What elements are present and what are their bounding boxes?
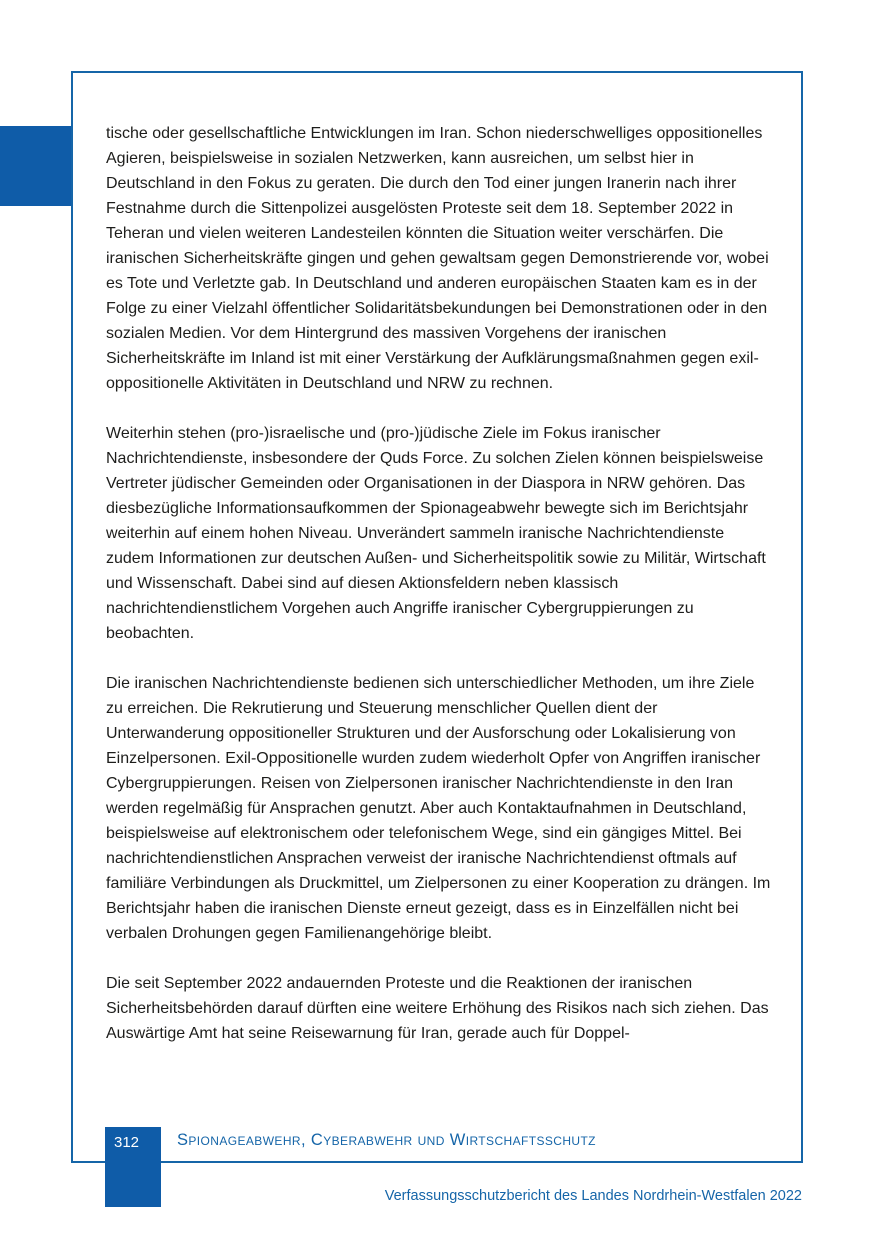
body-paragraph: Die iranischen Nachrichtendienste bedienen sich unterschiedlicher Methoden, um ihre Ziele zu erreichen. Die Rekrutierung und Steuerung menschlicher Quellen dient der Unterwanderung oppositioneller Strukturen und der Ausforschung oder Lokalisierung von Einzelpersonen. Exil-Oppositionelle wurden zudem wiederholt Opfer von Angriffen iranischer Cybergruppierungen. Reisen von Zielpersonen iranischer Nachrichtendienste in den Iran werden regelmäßig für Ansprachen genutzt. Aber auch Kontaktaufnahmen in Deutschland, beispielsweise auf elektronischem oder telefonischem Wege, sind ein gängiges Mittel. Bei nachrichtendienstlichen Ansprachen verweist der iranische Nachrichtendienst oftmals auf familiäre Verbindungen als Druckmittel, um Zielpersonen zu einer Kooperation zu drängen. Im Berichtsjahr haben die iranischen Dienste erneut gezeigt, dass es in Einzelfällen nicht bei verbalen Drohungen gegen Familienangehörige bleibt.	[106, 675, 771, 942]
body-paragraph: Weiterhin stehen (pro-)israelische und (pro-)jüdische Ziele im Fokus iranischer Nachrichtendienste, insbesondere der Quds Force. Zu solchen Zielen können beispielsweise Vertreter jüdischer Gemeinden oder Organisationen in der Diaspora in NRW gehören. Das diesbezügliche Informationsaufkommen der Spionageabwehr bewegte sich im Berichtsjahr weiterhin auf einem hohen Niveau. Unverändert sammeln iranische Nachrichtendienste zudem Informationen zur deutschen Außen- und Sicherheitspolitik sowie zu Militär, Wirtschaft und Wissenschaft. Dabei sind auf diesen Aktionsfeldern neben klassisch nachrichtendienstlichem Vorgehen auch Angriffe iranischer Cybergruppierungen zu beobachten.	[106, 425, 766, 642]
body-paragraph: tische oder gesellschaftliche Entwicklungen im Iran. Schon niederschwelliges oppositionelles Agieren, beispielsweise in sozialen Netzwerken, kann ausreichen, um selbst hier in Deutschland in den Fokus zu geraten. Die durch den Tod einer jungen Iranerin nach ihrer Festnahme durch die Sittenpolizei ausgelösten Proteste seit dem 18. September 2022 in Teheran und vielen weiteren Landesteilen könnten die Situation weiter verschärfen. Die iranischen Sicherheitskräfte gingen und gehen gewaltsam gegen Demonstrierende vor, wobei es Tote und Verletzte gab. In Deutschland und anderen europäischen Staaten kam es in der Folge zu einer Vielzahl öffentlicher Solidaritätsbekundungen bei Demonstrationen oder in den sozialen Medien. Vor dem Hintergrund des massiven Vorgehens der iranischen Sicherheitskräfte im Inland ist mit einer Verstärkung der Aufklärungsmaßnahmen gegen exil-oppositionelle Aktivitäten in Deutschland und NRW zu rechnen.	[106, 125, 769, 392]
page-frame	[71, 71, 803, 1163]
chapter-edge-tab	[0, 126, 72, 206]
chapter-title: Spionageabwehr, Cyberabwehr und Wirtschaftsschutz	[177, 1131, 596, 1149]
report-title: Verfassungsschutzbericht des Landes Nordrhein-Westfalen 2022	[384, 1188, 802, 1204]
page-number-box	[105, 1127, 161, 1207]
body-paragraph: Die seit September 2022 andauernden Proteste und die Reaktionen der iranischen Sicherheitsbehörden darauf dürften eine weitere Erhöhung des Risikos nach sich ziehen. Das Auswärtige Amt hat seine Reisewarnung für Iran, gerade auch für Doppel-	[106, 975, 769, 1042]
page-number: 312	[114, 1134, 140, 1151]
body-text	[106, 121, 774, 1071]
